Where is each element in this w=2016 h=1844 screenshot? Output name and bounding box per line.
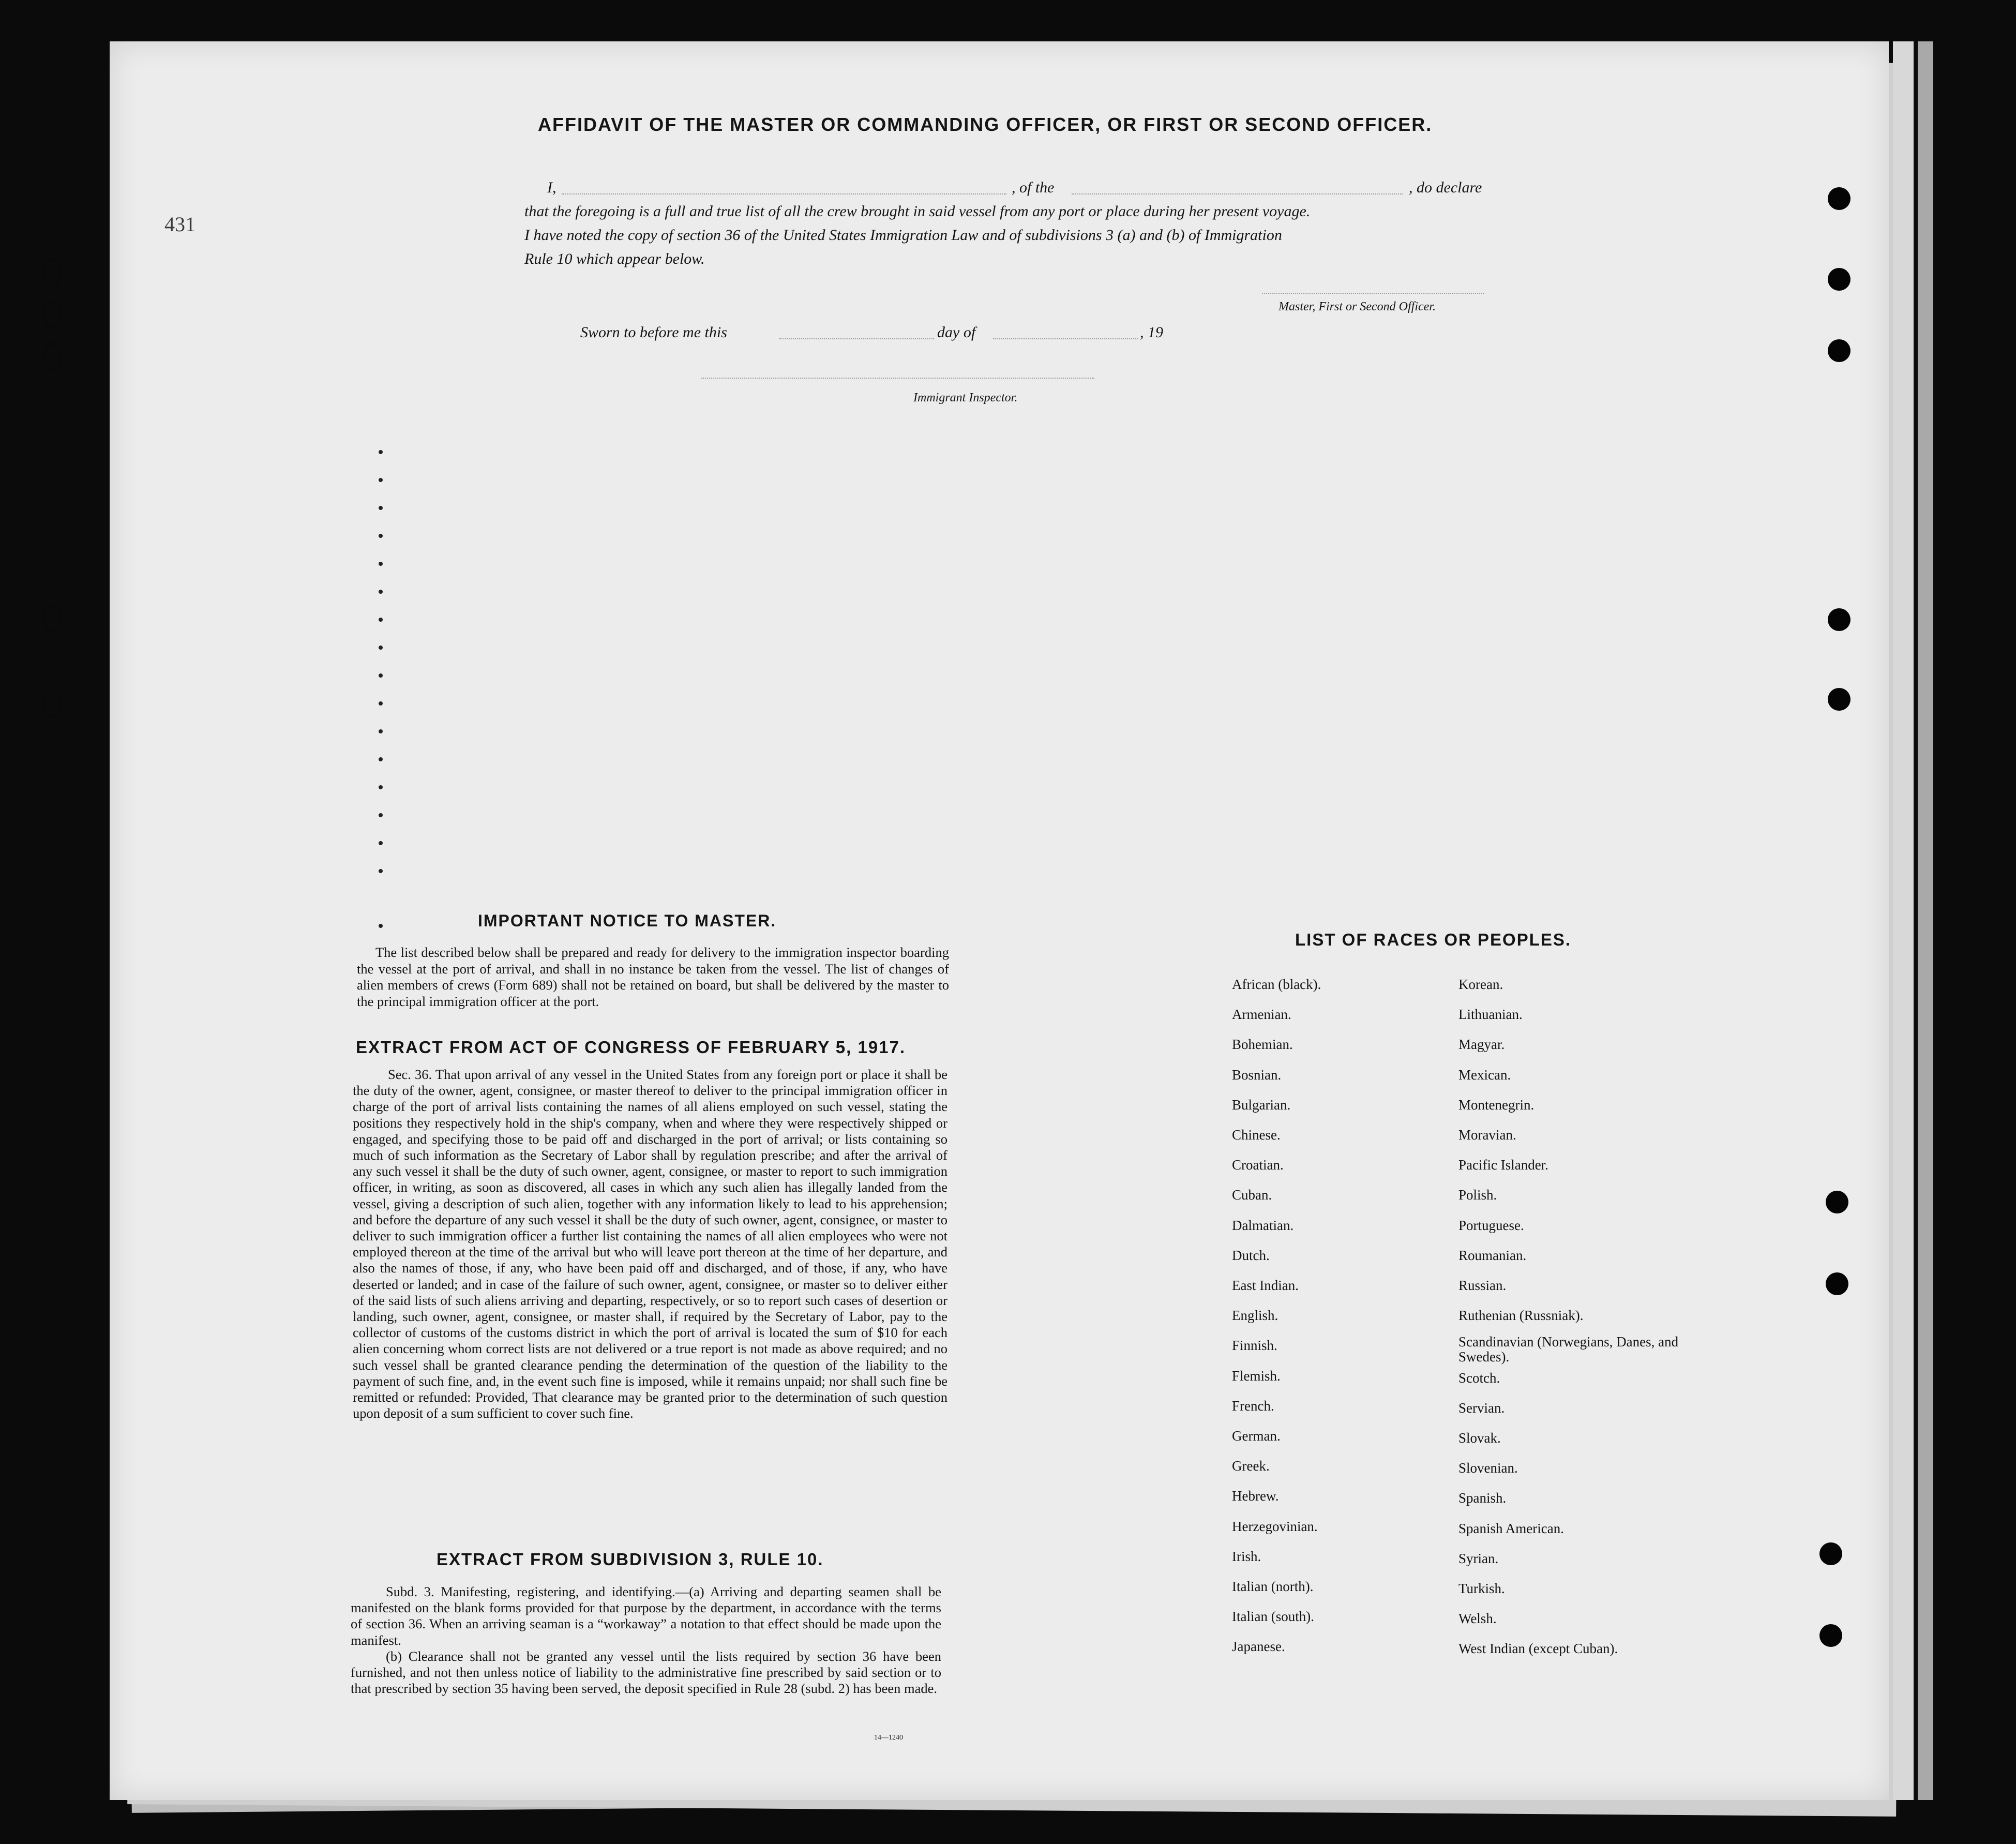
page-edge	[1918, 41, 1933, 1800]
act-section-36: Sec. 36. That upon arrival of any vessel in the United States from any foreign port or place it shall be the duty of the owner, agent, consignee, or master thereof to deliver to the principal immigration officer in charge of the port of arrival lists containing the names of all aliens employed on such vessel, stating the positions they respectively hold in the ship's company, when and where they were respectively shipped or engaged, and specifying those to be paid off and discharged in the port of arrival; or lists containing so much of such information as the Secretary of Labor shall by regulation prescribe; and after the arrival of any such vessel it shall be the duty of such owner, agent, consignee, or master to report to such immigration officer, in writing, as soon as discovered, all cases in which any such alien has illegally landed from the vessel, giving a description of such alien, together with any information likely to lead to his apprehension; and before the departure of any such vessel it shall be the duty of such owner, agent, consignee, or master to deliver to such immigration officer a further list containing the names of all alien employees who were not employed thereon at the time of the arrival but who will leave port thereon at the time of her departure, and also the names of those, if any, who have been paid off and discharged, and of those, if any, who have deserted or landed; and in case of the failure of such owner, agent, consignee, or master so to deliver either of the said lists of such aliens arriving and departing, respectively, or so to report such cases of desertion or landing, such owner, agent, consignee, or master shall, if required by the Secretary of Labor, pay to the collector of customs of the customs district in which the port of arrival is located the sum of $10 for each alien concerning whom correct lists are not delivered or a true report is not made as above required; and no such vessel shall be granted clearance pending the determination of the question of the liability to the payment of such fine, and, in the event such fine is imposed, while it remains unpaid; nor shall such fine be remitted or refunded: Provided, That clearance may be granted prior to the determination of such question upon deposit of a sum sufficient to cover such fine.	[353, 1067, 947, 1421]
races-title: LIST OF RACES OR PEOPLES.	[1295, 930, 1572, 949]
race-item: Scotch.	[1458, 1370, 1500, 1386]
notice-title: IMPORTANT NOTICE TO MASTER.	[478, 911, 777, 930]
race-item: Slovenian.	[1458, 1460, 1518, 1476]
race-item: Dutch.	[1232, 1247, 1270, 1263]
row-marker	[379, 869, 383, 873]
race-item: West Indian (except Cuban).	[1458, 1641, 1618, 1657]
race-item: Lithuanian.	[1458, 1007, 1523, 1023]
race-item: Finnish.	[1232, 1338, 1277, 1354]
vessel-blank-line	[1072, 193, 1403, 194]
race-item: Cuban.	[1232, 1187, 1272, 1203]
race-item: Chinese.	[1232, 1127, 1281, 1143]
sworn-text-end: , 19	[1140, 324, 1163, 341]
race-item: Spanish American.	[1458, 1520, 1564, 1536]
race-item: Syrian.	[1458, 1550, 1499, 1566]
rule10-paragraph-a: Subd. 3. Manifesting, registering, and identifying.—(a) Arriving and departing seamen shall be manifested on the blank forms provided for that purpose by the department, in accordance with the terms of section 36. When an arriving seaman is a “workaway” a notation to that effect should be made upon the manifest.	[351, 1584, 941, 1648]
page-edge	[1893, 41, 1914, 1800]
race-item: Italian (south).	[1232, 1609, 1314, 1625]
day-blank-line	[779, 338, 934, 339]
punch-hole	[1828, 608, 1850, 631]
race-item: Japanese.	[1232, 1639, 1285, 1655]
punch-hole	[1826, 1272, 1848, 1295]
binder-ring	[41, 258, 63, 288]
race-item: French.	[1232, 1398, 1274, 1414]
race-item: Ruthenian (Russniak).	[1458, 1308, 1584, 1324]
race-item: Polish.	[1458, 1187, 1497, 1203]
inspector-signature-line	[701, 378, 1094, 379]
punch-hole	[1828, 187, 1850, 210]
row-marker	[379, 757, 383, 761]
row-marker	[379, 534, 383, 538]
race-item: Irish.	[1232, 1548, 1261, 1564]
row-marker	[379, 924, 383, 928]
row-marker	[379, 562, 383, 566]
affidavit-line1-mid: , of the	[1012, 179, 1055, 196]
binder-ring	[41, 300, 63, 330]
affidavit-line1-end: , do declare	[1409, 179, 1482, 196]
row-marker	[379, 646, 383, 650]
punch-hole	[1819, 1542, 1842, 1565]
form-number: 14—1240	[874, 1734, 903, 1742]
race-item: Hebrew.	[1232, 1488, 1279, 1504]
race-item: Greek.	[1232, 1458, 1270, 1474]
sworn-text-start: Sworn to before me this	[580, 324, 727, 341]
binder-ring	[41, 689, 63, 719]
binder-ring	[41, 604, 63, 634]
race-item: East Indian.	[1232, 1278, 1299, 1293]
rule10-body	[351, 1584, 941, 1697]
punch-hole	[1828, 688, 1850, 711]
race-item: Pacific Islander.	[1458, 1157, 1548, 1173]
row-marker	[379, 478, 383, 482]
notice-body: The list described below shall be prepared and ready for delivery to the immigration inspector boarding the vessel at the port of arrival, and shall in no instance be taken from the vessel. The list of changes of alien members of crews (Form 689) shall not be retained on board, but shall be delivered by the master to the principal immigration officer at the port.	[357, 945, 949, 1009]
row-marker	[379, 618, 383, 622]
race-item: Servian.	[1458, 1400, 1505, 1416]
race-item: Montenegrin.	[1458, 1097, 1534, 1113]
name-blank-line	[562, 193, 1006, 194]
row-marker	[379, 813, 383, 817]
rule10-paragraph-b: (b) Clearance shall not be granted any vessel until the lists required by section 36 have been furnished, and not then unless notice of liability to the administrative fine prescribed by said section or to that prescribed by section 35 having been served, the deposit specified in Rule 28 (subd. 2) has been made.	[351, 1648, 941, 1697]
sworn-text-mid: day of	[937, 324, 976, 341]
race-item: Herzegovinian.	[1232, 1518, 1318, 1534]
row-marker	[379, 590, 383, 594]
race-item: Slovak.	[1458, 1430, 1501, 1446]
affidavit-line3: I have noted the copy of section 36 of the United States Immigration Law and of subdivisions 3 (a) and (b) of Immigration	[524, 227, 1282, 244]
race-item: Spanish.	[1458, 1490, 1507, 1506]
race-item: Portuguese.	[1458, 1217, 1524, 1233]
affidavit-heading: AFFIDAVIT OF THE MASTER OR COMMANDING OFFICER, OR FIRST OR SECOND OFFICER.	[538, 114, 1433, 135]
affidavit-line4: Rule 10 which appear below.	[524, 250, 705, 267]
rule10-title: EXTRACT FROM SUBDIVISION 3, RULE 10.	[437, 1550, 824, 1569]
race-item: Dalmatian.	[1232, 1217, 1294, 1233]
race-item: Moravian.	[1458, 1127, 1516, 1143]
row-marker	[379, 785, 383, 789]
month-blank-line	[993, 338, 1138, 339]
race-item: Bosnian.	[1232, 1067, 1282, 1083]
row-marker	[379, 450, 383, 454]
race-item: Russian.	[1458, 1278, 1507, 1293]
race-item: Magyar.	[1458, 1037, 1505, 1053]
race-item: Korean.	[1458, 977, 1503, 992]
affidavit-line1-start: I,	[547, 179, 556, 196]
race-item: African (black).	[1232, 977, 1321, 992]
race-item: Armenian.	[1232, 1007, 1291, 1023]
race-item: Croatian.	[1232, 1157, 1284, 1173]
race-item: Flemish.	[1232, 1368, 1281, 1384]
row-marker	[379, 841, 383, 845]
margin-number: 431	[164, 213, 195, 236]
manifest-page	[110, 41, 1889, 1800]
punch-hole	[1819, 1624, 1842, 1647]
punch-hole	[1828, 268, 1850, 291]
race-item: Bulgarian.	[1232, 1097, 1291, 1113]
row-marker	[379, 673, 383, 678]
race-item: Welsh.	[1458, 1611, 1497, 1627]
act-title: EXTRACT FROM ACT OF CONGRESS OF FEBRUARY 5, 1917.	[356, 1038, 906, 1057]
race-item: German.	[1232, 1428, 1281, 1444]
race-item: Turkish.	[1458, 1581, 1505, 1596]
race-item: Mexican.	[1458, 1067, 1511, 1083]
signature-label: Master, First or Second Officer.	[1278, 300, 1436, 313]
race-item: English.	[1232, 1308, 1278, 1324]
row-marker	[379, 506, 383, 510]
signature-line	[1262, 293, 1484, 294]
punch-hole	[1826, 1191, 1848, 1213]
punch-hole	[1828, 339, 1850, 362]
row-marker	[379, 701, 383, 706]
affidavit-line2: that the foregoing is a full and true list of all the crew brought in said vessel from any port or place during her present voyage.	[524, 203, 1311, 220]
inspector-label: Immigrant Inspector.	[913, 391, 1018, 404]
binder-ring	[41, 341, 63, 371]
race-item: Bohemian.	[1232, 1037, 1293, 1053]
race-item: Roumanian.	[1458, 1247, 1527, 1263]
race-item: Italian (north).	[1232, 1579, 1314, 1594]
race-item: Scandinavian (Norwegians, Danes, and Swedes).	[1458, 1334, 1679, 1365]
row-marker	[379, 729, 383, 733]
